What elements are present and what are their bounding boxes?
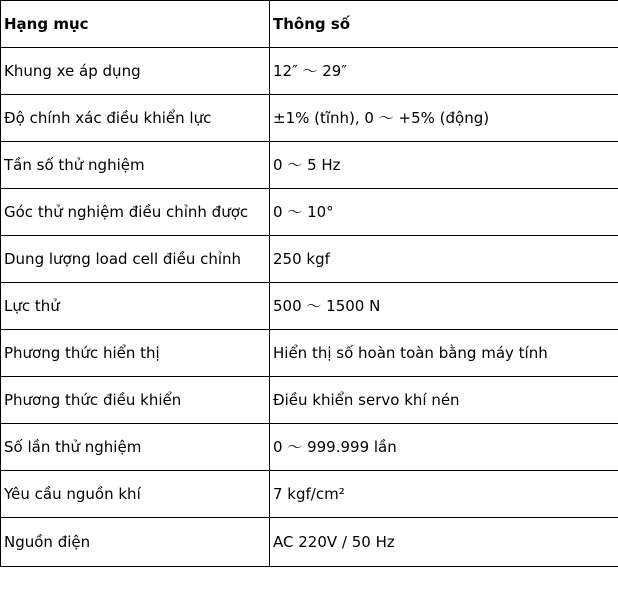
row-item: Độ chính xác điều khiển lực [1,95,270,142]
row-spec: 0 ～ 5 Hz [270,142,618,189]
table-row [1,95,618,142]
row-item: Tần số thử nghiệm [1,142,270,189]
row-spec: 12″ ～ 29″ [270,48,618,95]
table-row [1,283,618,330]
row-spec: ±1% (tĩnh), 0 ～ +5% (động) [270,95,618,142]
row-spec: Điều khiển servo khí nén [270,377,618,424]
row-item: Số lần thử nghiệm [1,424,270,471]
row-spec: 500 ～ 1500 N [270,283,618,330]
table-row [1,424,618,471]
row-item: Phương thức điều khiển [1,377,270,424]
header-item: Hạng mục [1,1,270,48]
table-row [1,236,618,283]
header-spec: Thông số [270,1,618,48]
table-row [1,330,618,377]
table-row [1,142,618,189]
row-item: Yêu cầu nguồn khí [1,471,270,518]
row-spec: 0 ～ 10° [270,189,618,236]
row-item: Dung lượng load cell điều chỉnh [1,236,270,283]
row-spec: AC 220V / 50 Hz [270,518,618,567]
row-item: Phương thức hiển thị [1,330,270,377]
row-item: Nguồn điện [1,518,270,567]
row-spec: 250 kgf [270,236,618,283]
table-row [1,189,618,236]
row-spec: Hiển thị số hoàn toàn bằng máy tính [270,330,618,377]
table-row [1,471,618,518]
table-header-row [1,1,618,48]
row-item: Góc thử nghiệm điều chỉnh được [1,189,270,236]
table-row [1,518,618,567]
row-item: Lực thử [1,283,270,330]
row-item: Khung xe áp dụng [1,48,270,95]
table-row [1,48,618,95]
row-spec: 0 ～ 999.999 lần [270,424,618,471]
row-spec: 7 kgf/cm² [270,471,618,518]
table-row [1,377,618,424]
